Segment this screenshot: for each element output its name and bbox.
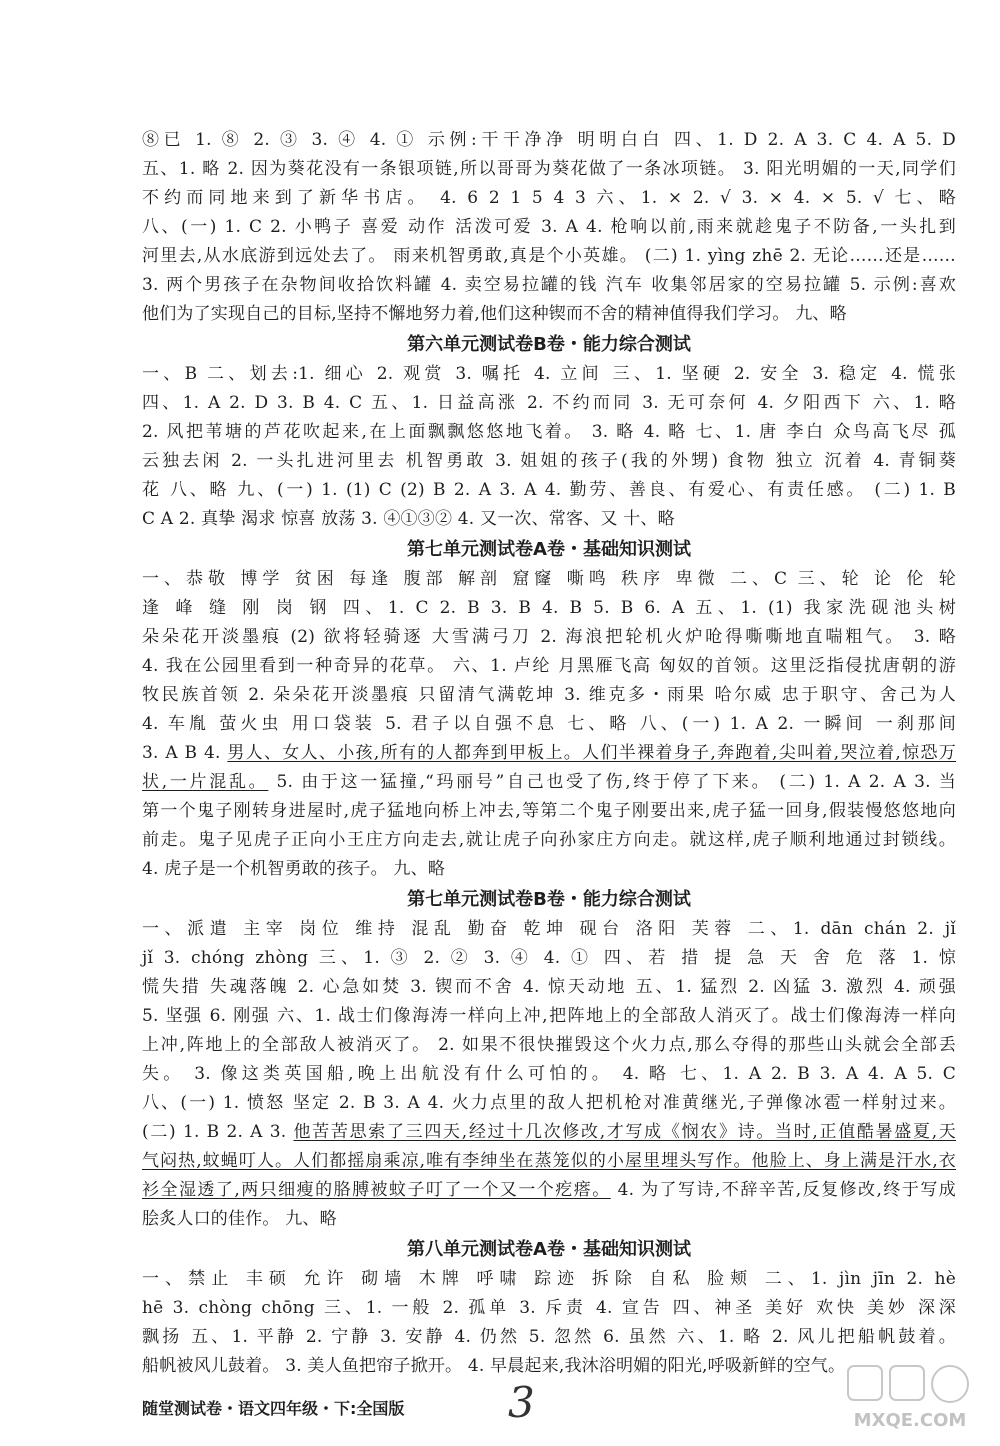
book-footer: 随堂测试卷・语文四年级・下:全国版 — [142, 1399, 405, 1418]
answer-line: 失。 3. 像这类英国船,晚上出航没有什么可怕的。 4. 略 七、1. A 2. B 3. A 4. A 5. C — [142, 1064, 956, 1084]
answer-line: 2. 风把苇塘的芦花吹起来,在上面飘飘悠悠地飞着。 3. 略 4. 略 七、1. 唐 李白 众鸟高飞尽 孤 — [142, 422, 956, 442]
answer-line: ⑧已 1. ⑧ 2. ③ 3. ④ 4. ① 示例:干干净净 明明白白 四、1. D 2. A 3. C 4. A 5. D — [142, 130, 956, 150]
answer-line: 衫全湿透了,两只细瘦的胳膊被蚊子叮了一个又一个疙瘩。 4. 为了写诗,不辞辛苦,反复修改,终于写成 — [142, 1180, 956, 1200]
answer-line: 上冲,阵地上的全部敌人被消灭了。 2. 如果不很快摧毁这个火力点,那么夺得的那些山头就会全部丢 — [142, 1035, 956, 1055]
answer-line: jǐ 3. chóng zhòng 三、1. ③ 2. ② 3. ④ 4. ① 四、若 措 提 急 天 舍 危 落 1. 惊 — [142, 948, 956, 968]
answer-line: 一、禁止 丰硕 允许 砌墙 木牌 呼啸 踪迹 拆除 自私 脸颊 二、1. jìn jīn 2. hè — [142, 1269, 956, 1289]
answer-line: 船帆被风儿鼓着。 3. 美人鱼把帘子掀开。 4. 早晨起来,我沐浴明媚的阳光,呼吸新鲜的空气。 — [142, 1356, 846, 1376]
answer-line: 3. 两个男孩子在杂物间收拾饮料罐 4. 卖空易拉罐的钱 汽车 收集邻居家的空易拉罐 5. 示例:喜欢 — [142, 275, 956, 295]
answer-line: C A 2. 真挚 渴求 惊喜 放荡 3. ④①③② 4. 又一次、常客、又 十、略 — [142, 509, 675, 529]
answer-line: 一、B 二、划去:1. 细心 2. 观赏 3. 嘱托 4. 立间 三、1. 坚硬 2. 安全 3. 稳定 4. 慌张 — [142, 364, 956, 384]
answer-line: 不约而同地来到了新华书店。 4. 6 2 1 5 4 3 六、1. × 2. √ 3. × 4. × 5. √ 七、略 — [142, 188, 956, 208]
answer-line: 逢 峰 缝 刚 岗 钢 四、1. C 2. B 3. B 4. B 5. B 6. A 五、1. (1) 我家洗砚池头树 — [142, 598, 956, 618]
answer-line: 河里去,从水底游到远处去了。 雨来机智勇敢,真是个小英雄。 (二) 1. yìng zhē 2. 无论……还是…… — [142, 246, 956, 266]
watermark-text: MXQE.COM — [853, 1410, 967, 1431]
answer-line: 前走。鬼子见虎子正向小王庄方向走去,就让虎子向孙家庄方向走。就这样,虎子顺利地通过封锁线。 — [142, 830, 956, 850]
section-title: 第八单元测试卷A卷・基础知识测试 — [407, 1239, 691, 1260]
answer-line: 4. 我在公园里看到一种奇异的花草。 六、1. 卢纶 月黑雁飞高 匈奴的首领。这里泛指侵扰唐朝的游 — [142, 656, 956, 676]
answer-line: 花 八、略 九、(一) 1. (1) C (2) B 2. A 3. A 4. 勤劳、善良、有爱心、有责任感。 (二) 1. B — [142, 480, 956, 500]
answer-line: hē 3. chòng chōng 三、1. 一般 2. 孤单 3. 斥责 4. 宣告 四、神圣 美好 欢快 美妙 深深 — [142, 1298, 956, 1318]
answer-line: (二) 1. B 2. A 3. 他苦苦思索了三四天,经过十几次修改,才写成《悯农》诗。当时,正值酷暑盛夏,天 — [142, 1122, 956, 1142]
answer-line: 云独去闲 2. 一头扎进河里去 机智勇敢 3. 姐姐的孩子(我的外甥) 食物 独立 沉着 4. 青铜葵 — [142, 451, 956, 471]
section-title: 第七单元测试卷A卷・基础知识测试 — [407, 539, 691, 560]
answer-line: 气闷热,蚊蝇叮人。人们都摇扇乘凉,唯有李绅坐在蒸笼似的小屋里埋头写作。他脸上、身上满是汗水,衣 — [142, 1151, 956, 1171]
answer-line: 一、恭敬 博学 贫困 每逢 腹部 解剖 窟窿 嘶鸣 秩序 卑微 二、C 三、轮 论 伦 轮 — [142, 569, 956, 589]
answer-line: 四、1. A 2. D 3. B 4. C 五、1. 日益高涨 2. 不约而同 3. 无可奈何 4. 夕阳西下 六、1. 略 — [142, 393, 956, 413]
page-number: 3 — [508, 1378, 535, 1427]
answer-line: 八、(一) 1. C 2. 小鸭子 喜爱 动作 活泼可爱 3. A 4. 枪响以前,雨来就趁鬼子不防备,一头扎到 — [142, 217, 956, 237]
answer-content — [142, 126, 956, 1381]
answer-line: 八、(一) 1. 愤怒 坚定 2. B 3. A 4. 火力点里的敌人把机枪对准黄继光,子弹像冰雹一样射过来。 — [142, 1093, 956, 1113]
answer-line: 慌失措 失魂落魄 2. 心急如焚 3. 锲而不舍 4. 惊天动地 五、1. 猛烈 2. 凶猛 3. 激烈 4. 顽强 — [142, 977, 956, 997]
answer-line: 4. 虎子是一个机智勇敢的孩子。 九、略 — [142, 859, 446, 879]
answer-line: 五、1. 略 2. 因为葵花没有一条银项链,所以哥哥为葵花做了一条冰项链。 3. 阳光明媚的一天,同学们 — [142, 159, 956, 179]
answer-line: 飘扬 五、1. 平静 2. 宁静 3. 安静 4. 仍然 5. 忽然 6. 虽然 六、1. 略 2. 风儿把船帆鼓着。 — [142, 1327, 956, 1347]
section-title: 第七单元测试卷B卷・能力综合测试 — [407, 889, 691, 910]
answer-line: 状,一片混乱。 5. 由于这一猛撞,“玛丽号”自己也受了伤,终于停了下来。 (二) 1. A 2. A 3. 当 — [142, 772, 956, 792]
watermark-logo — [840, 1360, 980, 1440]
answer-line: 5. 坚强 6. 刚强 六、1. 战士们像海涛一样向上冲,把阵地上的全部敌人消灭了。战士们像海涛一样向 — [142, 1006, 956, 1026]
answer-line: 牧民族首领 2. 朵朵花开淡墨痕 只留清气满乾坤 3. 维克多・雨果 哈尔威 忠于职守、舍己为人 — [142, 685, 956, 705]
section-title: 第六单元测试卷B卷・能力综合测试 — [407, 334, 691, 355]
answer-line: 4. 车胤 萤火虫 用口袋装 5. 君子以自强不息 七、略 八、(一) 1. A 2. 一瞬间 一刹那间 — [142, 714, 956, 734]
answer-line: 朵朵花开淡墨痕 (2) 欲将轻骑逐 大雪满弓刀 2. 海浪把轮机火炉呛得嘶嘶地直喘粗气。 3. 略 — [142, 627, 956, 647]
answer-line: 第一个鬼子刚转身进屋时,虎子猛地向桥上冲去,等第二个鬼子刚要出来,虎子猛一回身,假装慢悠悠地向 — [142, 801, 956, 821]
answer-line: 一、派遣 主宰 岗位 维持 混乱 勤奋 乾坤 砚台 洛阳 芙蓉 二、1. dān chán 2. jǐ — [142, 919, 956, 939]
answer-line: 他们为了实现自己的目标,坚持不懈地努力着,他们这种锲而不舍的精神值得我们学习。 九、略 — [142, 304, 847, 324]
answer-line: 脍炙人口的佳作。 九、略 — [142, 1209, 337, 1229]
answer-line: 3. A B 4. 男人、女人、小孩,所有的人都奔到甲板上。人们半裸着身子,奔跑着,尖叫着,哭泣着,惊恐万 — [142, 743, 956, 763]
